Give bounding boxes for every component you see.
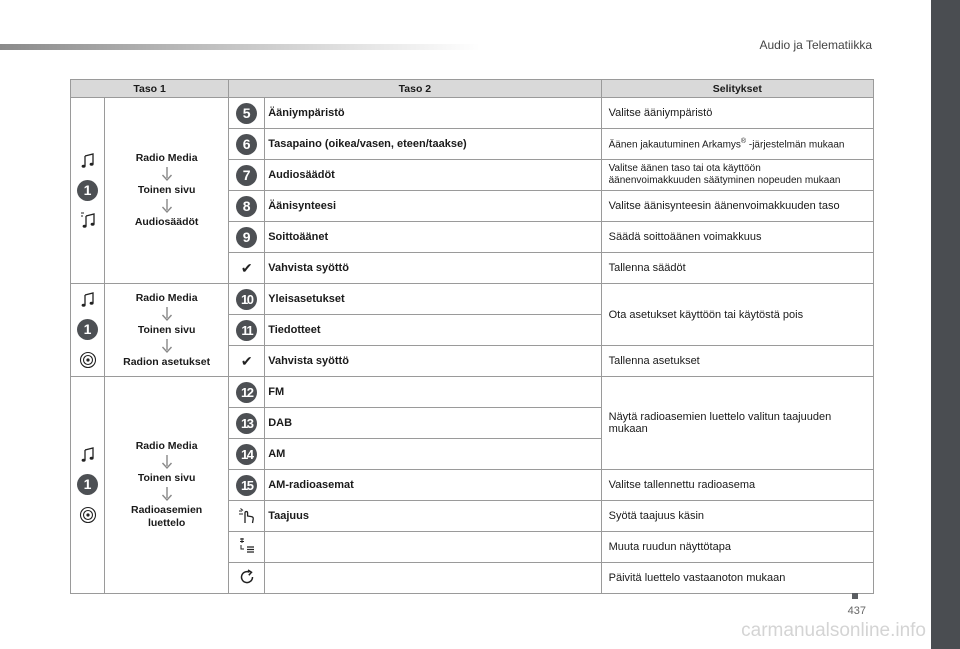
number-badge: 15 bbox=[236, 475, 257, 496]
number-badge: 6 bbox=[236, 134, 257, 155]
number-badge: 11 bbox=[236, 320, 257, 341]
level2-path-cell bbox=[105, 284, 229, 377]
setting-description: Valitse äänen taso tai ota käyttöön äänenvoimakkuuden säätyminen nopeuden mukaan bbox=[601, 160, 873, 191]
level2-path-cell bbox=[105, 377, 229, 594]
path-step-radio-media: Radio Media bbox=[135, 291, 198, 304]
number-badge: 10 bbox=[236, 289, 257, 310]
number-badge: 7 bbox=[236, 165, 257, 186]
setting-description: Äänen jakautuminen Arkamys® -järjestelmän mukaan bbox=[601, 129, 873, 160]
setting-description: Tallenna asetukset bbox=[601, 346, 873, 377]
display-mode-icon bbox=[238, 537, 256, 555]
setting-name: Äänisynteesi bbox=[265, 191, 601, 222]
column-header-description: Selitykset bbox=[601, 80, 873, 98]
level1-cell bbox=[71, 377, 105, 594]
setting-name: Vahvista syöttö bbox=[265, 253, 601, 284]
number-badge: 13 bbox=[236, 413, 257, 434]
setting-name: Soittoäänet bbox=[265, 222, 601, 253]
arrow-down-icon bbox=[161, 487, 173, 502]
setting-name: AM-radioasemat bbox=[265, 470, 601, 501]
setting-description: Päivitä luettelo vastaanoton mukaan bbox=[601, 563, 873, 594]
path-step-second-page: Toinen sivu bbox=[137, 184, 196, 196]
setting-name: Tiedotteet bbox=[265, 315, 601, 346]
setting-description: Säädä soittoäänen voimakkuus bbox=[601, 222, 873, 253]
step-badge: 1 bbox=[77, 319, 98, 340]
chapter-title: Audio ja Telematiikka bbox=[759, 38, 872, 52]
path-step-second-page: Toinen sivu bbox=[137, 323, 196, 336]
header-gradient-bar bbox=[0, 44, 480, 50]
path-step-audio-settings: Audiosäädöt bbox=[134, 216, 199, 228]
table-row bbox=[71, 284, 874, 315]
radio-settings-icon bbox=[79, 351, 97, 369]
setting-name bbox=[265, 563, 601, 594]
settings-table bbox=[70, 79, 874, 594]
setting-name: FM bbox=[265, 377, 601, 408]
setting-description: Valitse tallennettu radioasema bbox=[601, 470, 873, 501]
arrow-down-icon bbox=[161, 199, 173, 214]
setting-description: Ota asetukset käyttöön tai käytöstä pois bbox=[601, 284, 873, 346]
column-header-level2: Taso 2 bbox=[229, 80, 601, 98]
path-step-radio-media: Radio Media bbox=[135, 152, 198, 164]
setting-description: Näytä radioasemien luettelo valitun taajuuden mukaan bbox=[601, 377, 873, 470]
music-note-icon bbox=[81, 153, 95, 169]
level1-cell bbox=[71, 284, 105, 377]
table-row bbox=[71, 377, 874, 408]
setting-name: Vahvista syöttö bbox=[265, 346, 601, 377]
checkmark-icon: ✔ bbox=[240, 259, 253, 276]
setting-name: AM bbox=[265, 439, 601, 470]
setting-description: Valitse ääniympäristö bbox=[601, 98, 873, 129]
music-note-icon bbox=[81, 292, 95, 308]
page-marker bbox=[852, 593, 858, 599]
setting-name: Yleisasetukset bbox=[265, 284, 601, 315]
setting-name: Tasapaino (oikea/vasen, eteen/taakse) bbox=[265, 129, 601, 160]
radio-station-list-icon bbox=[79, 506, 97, 524]
number-badge: 9 bbox=[236, 227, 257, 248]
arrow-down-icon bbox=[161, 307, 173, 322]
path-step-second-page: Toinen sivu bbox=[137, 472, 196, 484]
chapter-side-tab bbox=[931, 0, 960, 649]
number-badge: 5 bbox=[236, 103, 257, 124]
touch-hand-icon bbox=[237, 506, 257, 524]
setting-name: DAB bbox=[265, 408, 601, 439]
setting-name bbox=[265, 532, 601, 563]
table-header-row bbox=[71, 80, 874, 98]
setting-description: Tallenna säädöt bbox=[601, 253, 873, 284]
step-badge: 1 bbox=[77, 180, 98, 201]
setting-name: Ääniympäristö bbox=[265, 98, 601, 129]
arrow-down-icon bbox=[161, 167, 173, 182]
table-row bbox=[71, 98, 874, 129]
path-step-station-list: Radioasemien luettelo bbox=[131, 504, 203, 529]
path-step-radio-settings: Radion asetukset bbox=[123, 355, 211, 368]
path-step-radio-media: Radio Media bbox=[135, 440, 198, 452]
number-badge: 8 bbox=[236, 196, 257, 217]
step-badge: 1 bbox=[77, 474, 98, 495]
number-badge: 12 bbox=[236, 382, 257, 403]
arrow-down-icon bbox=[161, 339, 173, 354]
column-header-level1: Taso 1 bbox=[71, 80, 229, 98]
arrow-down-icon bbox=[161, 455, 173, 470]
setting-name: Audiosäädöt bbox=[265, 160, 601, 191]
music-note-icon bbox=[81, 447, 95, 463]
setting-name: Taajuus bbox=[265, 501, 601, 532]
checkmark-icon: ✔ bbox=[240, 352, 253, 369]
number-badge: 14 bbox=[236, 444, 257, 465]
setting-description: Valitse äänisynteesin äänenvoimakkuuden taso bbox=[601, 191, 873, 222]
level2-path-cell bbox=[105, 98, 229, 284]
setting-description: Muuta ruudun näyttötapa bbox=[601, 532, 873, 563]
page-number: 437 bbox=[847, 605, 866, 617]
setting-description: Syötä taajuus käsin bbox=[601, 501, 873, 532]
refresh-icon bbox=[238, 568, 256, 586]
audio-settings-icon bbox=[80, 212, 96, 229]
watermark-text: carmanualsonline.info bbox=[741, 620, 926, 641]
level1-cell bbox=[71, 98, 105, 284]
